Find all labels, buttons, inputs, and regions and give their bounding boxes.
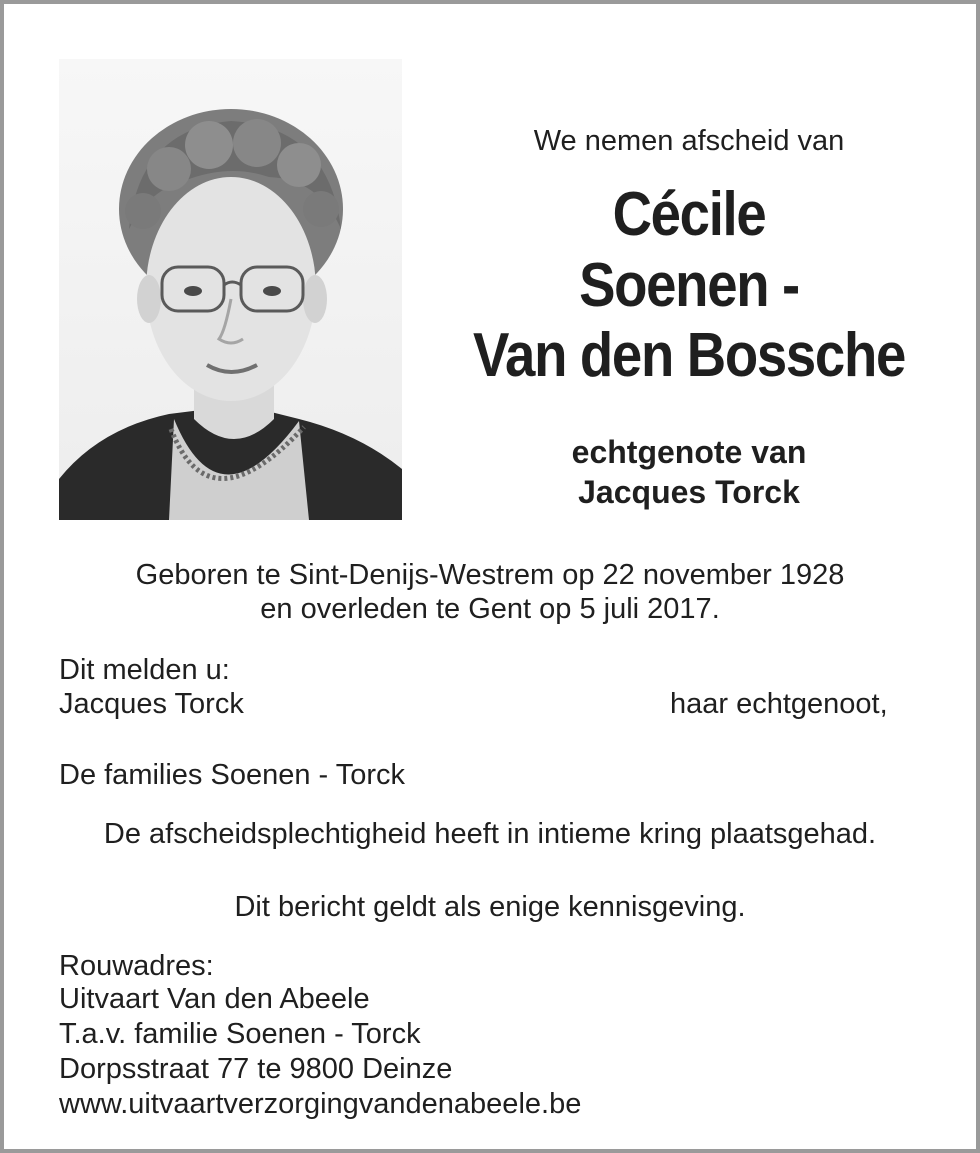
deceased-name-line-2: Soenen - xyxy=(579,251,799,320)
relative-role: haar echtgenoot, xyxy=(670,688,888,720)
birth-line: Geboren te Sint-Denijs-Westrem op 22 november 1928 xyxy=(135,559,845,591)
ceremony-line: De afscheidsplechtigheid heeft in intieme kring plaatsgehad. xyxy=(103,818,877,850)
address-label: Rouwadres: xyxy=(59,950,214,982)
deceased-name-line-1: Cécile xyxy=(612,180,766,249)
address-line-1: Uitvaart Van den Abeele xyxy=(59,983,370,1015)
relative-name: Jacques Torck xyxy=(59,688,244,720)
relatives-intro: Dit melden u: xyxy=(59,654,230,686)
intro-line: We nemen afscheid van xyxy=(533,125,845,157)
death-line: en overleden te Gent op 5 juli 2017. xyxy=(260,593,720,625)
deceased-name-line-3: Van den Bossche xyxy=(472,321,905,390)
families-line: De families Soenen - Torck xyxy=(59,759,406,791)
spouse-label: echtgenote van xyxy=(571,434,807,470)
website-link[interactable]: www.uitvaartverzorgingvandenabeele.be xyxy=(59,1088,582,1120)
address-line-3: Dorpsstraat 77 te 9800 Deinze xyxy=(59,1053,453,1085)
spouse-name: Jacques Torck xyxy=(578,474,800,510)
portrait-photo xyxy=(59,59,402,520)
notice-line: Dit bericht geldt als enige kennisgeving. xyxy=(234,891,746,923)
address-line-2: T.a.v. familie Soenen - Torck xyxy=(59,1018,421,1050)
